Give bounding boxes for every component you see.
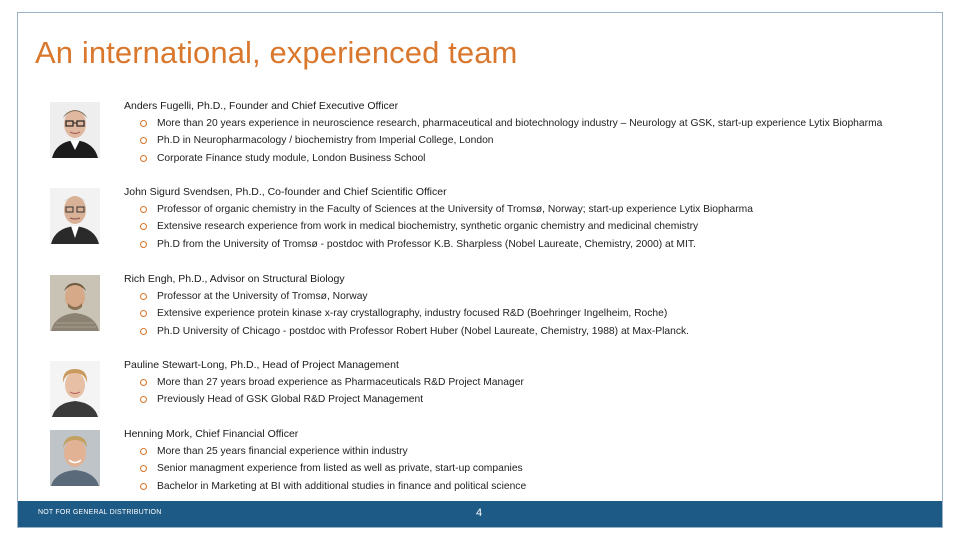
circle-bullet-icon	[140, 120, 147, 127]
circle-bullet-icon	[140, 293, 147, 300]
member-name: John Sigurd Svendsen, Ph.D., Co-founder and Chief Scientific Officer	[124, 186, 447, 198]
member-bullet-list	[124, 115, 939, 167]
circle-bullet-icon	[140, 310, 147, 317]
circle-bullet-icon	[140, 328, 147, 335]
footer-label: NOT FOR GENERAL DISTRIBUTION	[38, 509, 162, 516]
circle-bullet-icon	[140, 206, 147, 213]
list-item: More than 20 years experience in neuroscience research, pharmaceutical and biotechnology industry – Neurology at GSK, start-up experience Lytix Biopharma	[140, 115, 939, 132]
list-item: More than 27 years broad experience as Pharmaceuticals R&D Project Manager	[140, 374, 939, 391]
team-member	[124, 426, 939, 495]
list-item: Senior managment experience from listed as well as private, start-up companies	[140, 460, 939, 477]
member-name: Anders Fugelli, Ph.D., Founder and Chief Executive Officer	[124, 100, 399, 112]
team-member	[124, 357, 939, 409]
circle-bullet-icon	[140, 483, 147, 490]
member-name: Rich Engh, Ph.D., Advisor on Structural Biology	[124, 273, 345, 285]
portrait-photo	[50, 188, 100, 244]
circle-bullet-icon	[140, 465, 147, 472]
circle-bullet-icon	[140, 137, 147, 144]
slide-title: An international, experienced team	[35, 35, 518, 70]
list-item: Ph.D from the University of Tromsø - postdoc with Professor K.B. Sharpless (Nobel Laureate, Chemistry, 2000) at MIT.	[140, 236, 939, 253]
portrait-photo	[50, 275, 100, 331]
circle-bullet-icon	[140, 448, 147, 455]
team-member	[124, 271, 939, 340]
list-item: Professor of organic chemistry in the Faculty of Sciences at the University of Tromsø, Norway; start-up experience Lytix Biopharma	[140, 201, 939, 218]
member-bullet-list	[124, 443, 939, 495]
portrait-photo	[50, 361, 100, 417]
circle-bullet-icon	[140, 155, 147, 162]
list-item: Professor at the University of Tromsø, Norway	[140, 288, 939, 305]
circle-bullet-icon	[140, 241, 147, 248]
list-item: Bachelor in Marketing at BI with additional studies in finance and political science	[140, 478, 939, 495]
team-member	[124, 98, 939, 167]
member-name: Pauline Stewart-Long, Ph.D., Head of Project Management	[124, 359, 399, 371]
list-item: More than 25 years financial experience within industry	[140, 443, 939, 460]
portrait-photo	[50, 430, 100, 486]
portrait-photo	[50, 102, 100, 158]
member-bullet-list	[124, 374, 939, 409]
list-item: Ph.D University of Chicago - postdoc with Professor Robert Huber (Nobel Laureate, Chemistry, 1988) at Max-Planck.	[140, 323, 939, 340]
member-bullet-list	[124, 201, 939, 253]
team-member	[124, 184, 939, 253]
footer-bar	[18, 501, 943, 527]
member-name: Henning Mork, Chief Financial Officer	[124, 428, 299, 440]
list-item: Extensive research experience from work in medical biochemistry, synthetic organic chemistry and medicinal chemistry	[140, 218, 939, 235]
list-item: Extensive experience protein kinase x-ray crystallography, industry focused R&D (Boehringer Ingelheim, Roche)	[140, 305, 939, 322]
list-item: Previously Head of GSK Global R&D Project Management	[140, 391, 939, 408]
list-item: Corporate Finance study module, London Business School	[140, 150, 939, 167]
slide	[17, 12, 943, 528]
circle-bullet-icon	[140, 223, 147, 230]
list-item: Ph.D in Neuropharmacology / biochemistry from Imperial College, London	[140, 132, 939, 149]
page-number: 4	[476, 507, 483, 519]
circle-bullet-icon	[140, 379, 147, 386]
circle-bullet-icon	[140, 396, 147, 403]
member-bullet-list	[124, 288, 939, 340]
